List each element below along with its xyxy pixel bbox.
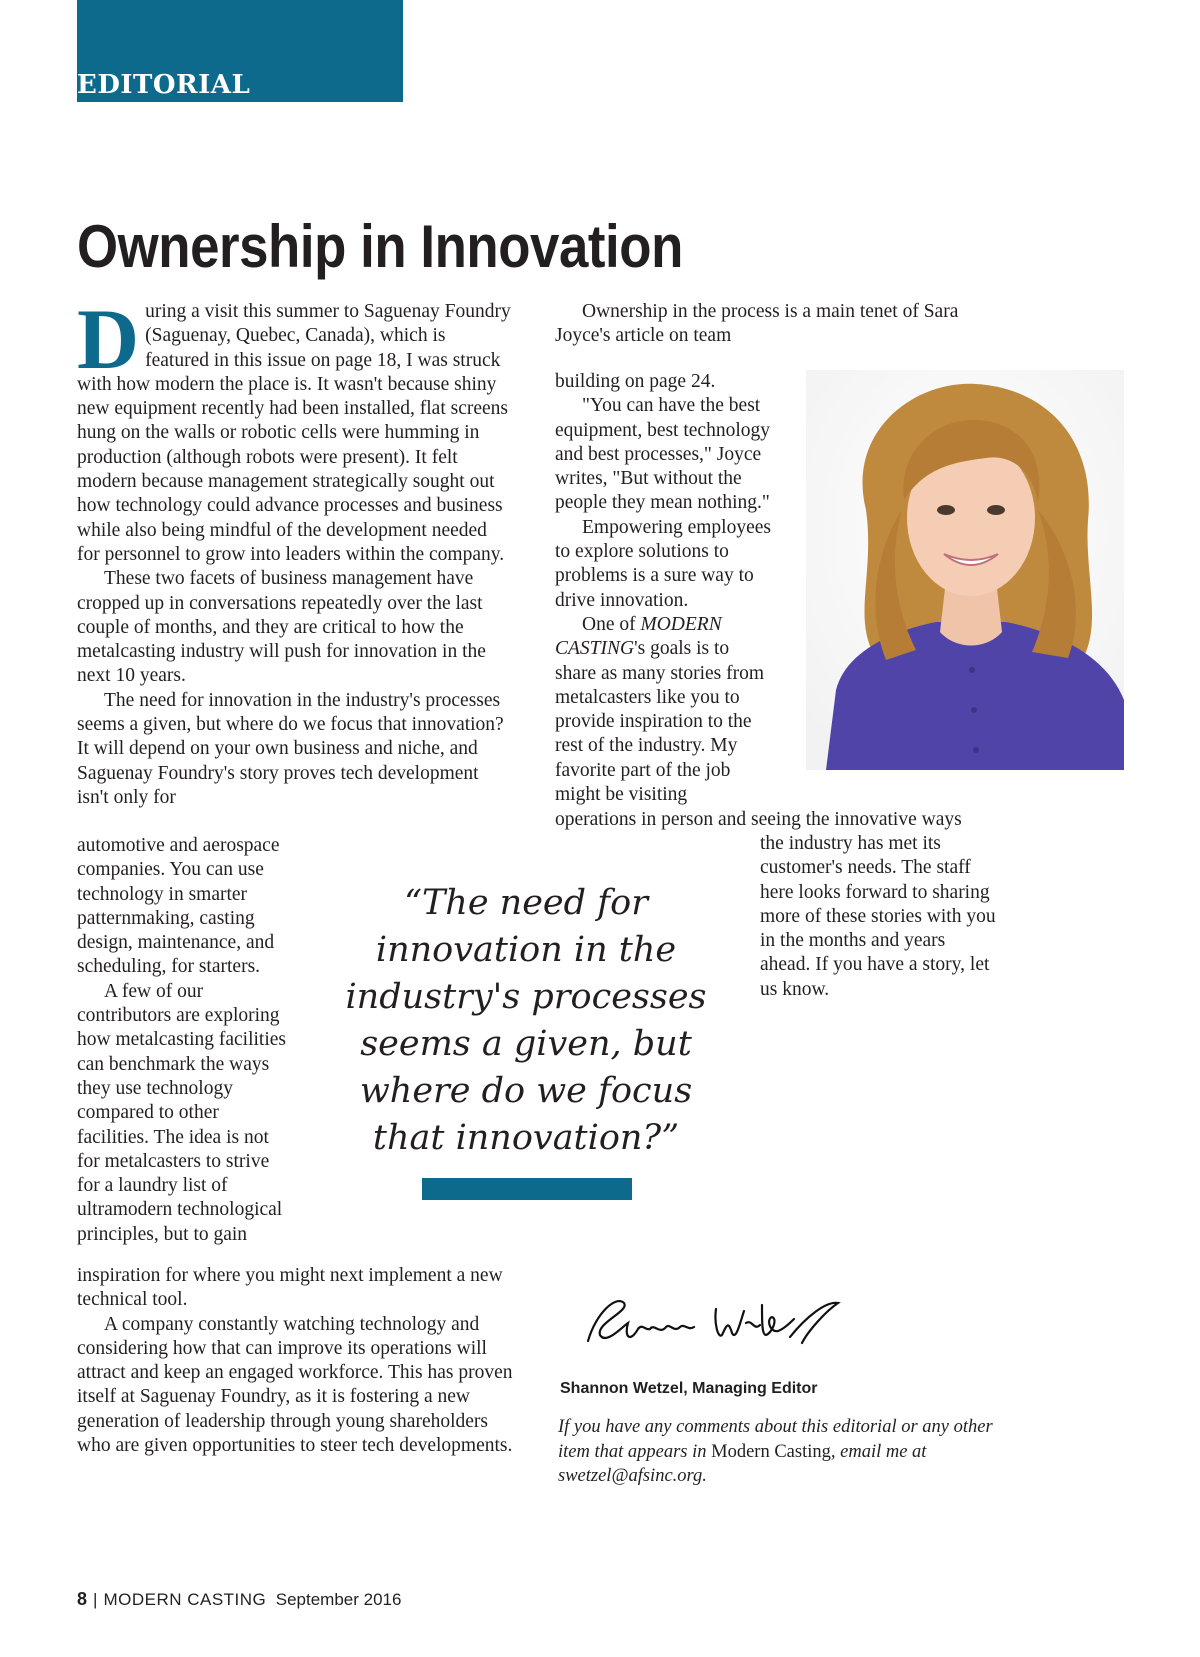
footer-magazine: MODERN CASTING xyxy=(103,1590,267,1609)
footer-date: September 2016 xyxy=(275,1590,402,1609)
paragraph-5: A company constantly watching technology and considering how that can improve its operations will attract and keep an engaged workforce. This has proven itself at Saguenay Foundry, as it is fostering a new generation of leadership through young shareholders who are given opportunities to steer tech developments. xyxy=(77,1313,513,1457)
note-post: , email me at swetzel@afsinc.org. xyxy=(558,1441,927,1486)
footer-separator: | xyxy=(93,1590,98,1609)
paragraph-4-continued: inspiration for where you might next implement a new technical tool. xyxy=(77,1265,503,1311)
right-column-top xyxy=(555,300,1000,349)
right-column-narrow xyxy=(555,370,775,807)
signature-name: Shannon Wetzel, Managing Editor xyxy=(560,1380,818,1397)
paragraph-1-text: uring a visit this summer to Saguenay Foundry (Saguenay, Quebec, Canada), which is featured in this issue on page 18, I was struck with how modern the place is. It wasn't because shiny new equipment recently had been installed, flat screens hung on the walls or robotic cells were humming in production (although robots were present). It felt modern because management strategically sought out how technology could advance processes and business while also being mindful of the development needed for personnel to grow into leaders within the company. xyxy=(77,301,511,565)
note-magazine: Modern Casting xyxy=(711,1441,831,1462)
right-column-wide xyxy=(555,808,1000,832)
article-headline: Ownership in Innovation xyxy=(77,213,683,280)
section-label: EDITORIAL xyxy=(77,70,251,100)
paragraph-3: The need for innovation in the industry's processes seems a given, but where do we focus that innovation? It will depend on your own business and niche, and Saguenay Foundry's story proves tech development isn't only for xyxy=(77,689,504,808)
drop-cap: D xyxy=(77,291,140,387)
paragraph-r1: Ownership in the process is a main tenet of Sara Joyce's article on team xyxy=(555,301,959,347)
portrait-image xyxy=(806,370,1124,770)
contact-note xyxy=(558,1415,998,1489)
paragraph-3-continued: automotive and aerospace companies. You can use technology in smarter patternmaking, casting design, maintenance, and scheduling, for starters. xyxy=(77,835,280,978)
left-column-narrow xyxy=(77,834,292,1247)
paragraph-r1-continued: building on page 24. xyxy=(555,371,716,392)
paragraph-2: These two facets of business management have cropped up in conversations repeatedly over the last couple of months, and they are critical to how the metalcasting industry will push for innovation in the next 10 years. xyxy=(77,568,486,687)
magazine-name: MODERN CASTING xyxy=(555,613,722,660)
paragraph-r4 xyxy=(555,613,775,807)
handwritten-signature xyxy=(576,1283,846,1363)
page-footer xyxy=(77,1589,401,1610)
paragraph-r4-post: 's goals is to share as many stories from metalcasters like you to provide inspiration to the rest of the industry. My favorite part of the job might be visiting xyxy=(555,638,765,806)
paragraph-1 xyxy=(77,291,513,567)
left-column-top xyxy=(77,291,513,810)
pull-quote-rule xyxy=(422,1178,632,1200)
paragraph-4: A few of our contributors are exploring how metalcasting facilities can benchmark the ways they use technology compared to other facilities. The idea is not for metalcasters to strive for a laundry list of ultramodern technological principles, but to gain xyxy=(77,980,287,1245)
paragraph-r3: Empowering employees to explore solutions to problems is a sure way to drive innovation. xyxy=(555,516,771,611)
editor-portrait xyxy=(806,370,1124,770)
left-column-bottom xyxy=(77,1264,513,1458)
paragraph-r4-end: the industry has met its customer's needs. The staff here looks forward to sharing more of these stories with you in the months and years ahead. If you have a story, let us know. xyxy=(760,833,996,1000)
paragraph-r2: "You can have the best equipment, best technology and best processes," Joyce writes, "But without the people they mean nothing." xyxy=(555,395,770,514)
note-pre: If you have any comments about this editorial or any other item that appears in xyxy=(558,1417,993,1462)
paragraph-r4-pre: One of xyxy=(582,613,641,635)
right-column-lower xyxy=(760,832,1000,1002)
paragraph-r4-continued: operations in person and seeing the innovative ways xyxy=(555,809,962,830)
page-number: 8 xyxy=(77,1589,88,1609)
pull-quote: “The need for innovation in the industry's processes seems a given, but where do we focus that innovation?” xyxy=(345,883,707,1158)
